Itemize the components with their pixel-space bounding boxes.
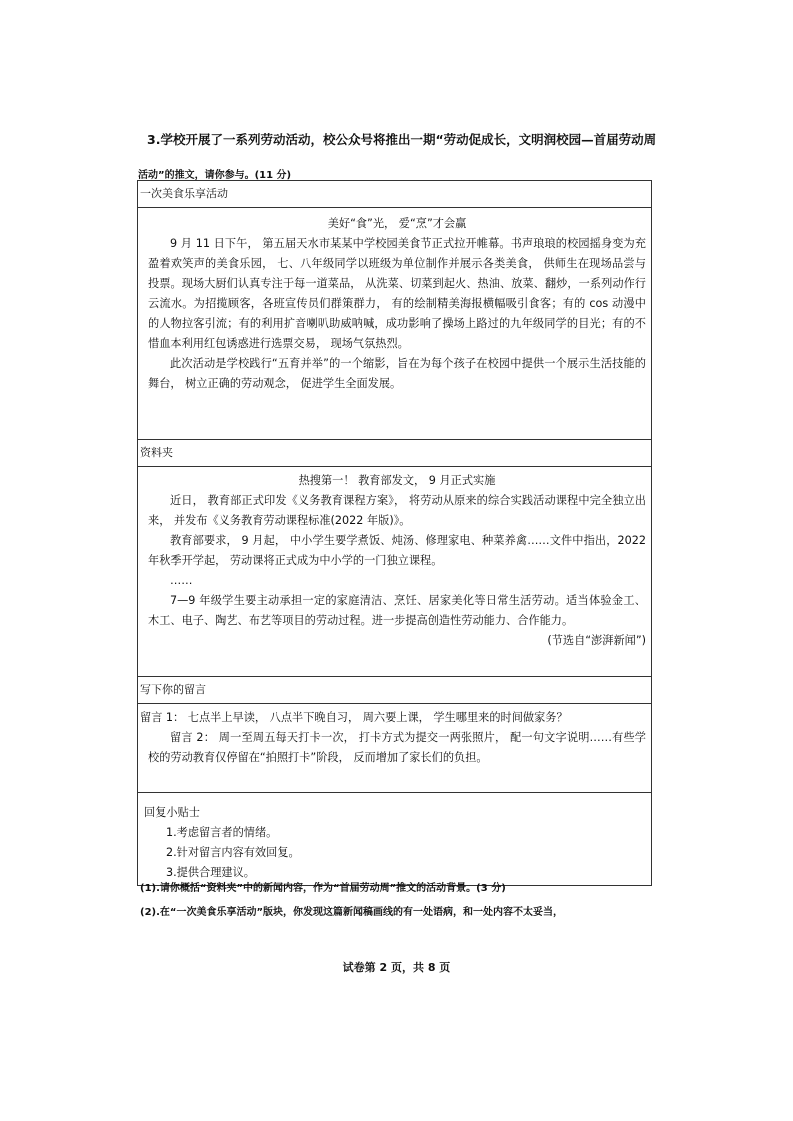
materials-source: (节选自“澎湃新闻”) bbox=[547, 634, 646, 647]
reply-tips bbox=[138, 793, 652, 886]
food-heading: 美好“食”光， 爱“烹”才会赢 bbox=[327, 217, 467, 230]
section-header-food: 一次美食乐享活动 bbox=[138, 181, 652, 208]
question-subtitle: 活动”的推文，请你参与。(11 分) bbox=[138, 170, 292, 181]
section-body-food bbox=[138, 208, 652, 440]
page-footer: 试卷第 2 页，共 8 页 bbox=[342, 961, 451, 974]
tip-item-1: 1.考虑留言者的情绪。 bbox=[166, 826, 278, 839]
tips-title: 回复小贴士 bbox=[144, 806, 200, 819]
subquestion-1: (1).请你概括“资料夹”中的新闻内容，作为“首届劳动周”推文的活动背景。(3 分) bbox=[140, 883, 506, 894]
section-body-messages bbox=[138, 704, 652, 793]
message-1: 留言 1： 七点半上早读， 八点半下晚自习， 周六要上课， 学生哪里来的时间做家务？ bbox=[140, 711, 568, 724]
section-header-materials: 资料夹 bbox=[138, 440, 652, 467]
subquestion-2: (2).在“一次美食乐享活动”版块，你发现这篇新闻稿画线的有一处语病，和一处内容不太妥当， bbox=[140, 907, 564, 918]
section-header-messages: 写下你的留言 bbox=[138, 677, 652, 704]
tip-item-2: 2.针对留言内容有效回复。 bbox=[166, 846, 300, 859]
message-2: 留言 2： 周一至周五每天打卡一次， 打卡方式为提交一两张照片， 配一句文字说明……有些学校的劳动教育仅停留在“拍照打卡”阶段， 反而增加了家长们的负担。 bbox=[148, 731, 646, 764]
food-paragraph-2: 此次活动是学校践行“五育并举”的一个缩影，旨在为每个孩子在校园中提供一个展示生活技能的舞台， 树立正确的劳动观念， 促进学生全面发展。 bbox=[148, 357, 646, 390]
materials-paragraph-3: 7—9 年级学生要主动承担一定的家庭清洁、烹饪、居家美化等日常生活劳动。适当体验金工、木工、电子、陶艺、布艺等项目的劳动过程。进一步提高创造性劳动能力、合作能力。 bbox=[148, 594, 646, 627]
materials-ellipsis: …… bbox=[170, 574, 193, 587]
tip-item-3: 3.提供合理建议。 bbox=[166, 866, 255, 879]
section-body-materials bbox=[138, 467, 652, 677]
materials-paragraph-1: 近日， 教育部正式印发《义务教育课程方案》， 将劳动从原来的综合实践活动课程中完全独立出来， 并发布《义务教育劳动课程标准(2022 年版)》。 bbox=[148, 494, 646, 527]
question-title: 3.学校开展了一系列劳动活动，校公众号将推出一期“劳动促成长，文明润校园—首届劳动周 bbox=[147, 132, 657, 147]
food-paragraph-1: 9 月 11 日下午， 第五届天水市某某中学校园美食节正式拉开帷幕。书声琅琅的校园摇身变为充盈着欢笑声的美食乐园， 七、八年级同学以班级为单位制作并展示各类美食， 供师生在现场品尝与投票。现场大厨们认真专注于每一道菜品， 从洗菜、切菜到起火、热油、放菜、翻炒，一系列动作行云流水。为招揽顾客，各班宣传员们群策群力， 有的绘制精美海报横幅吸引食客；有的 cos 动漫中的人物拉客引流；有的利用扩音喇叭助威呐喊，成功影响了操场上路过的九年级同学的目光；有的不惜血本利用红包诱惑进行选票交易， 现场气氛热烈。 bbox=[148, 237, 646, 350]
materials-heading: 热搜第一！ 教育部发文， 9 月正式实施 bbox=[298, 474, 496, 487]
content-table bbox=[137, 180, 652, 886]
materials-paragraph-2: 教育部要求， 9 月起， 中小学生要学煮饭、炖汤、修理家电、种菜养禽……文件中指出，2022 年秋季开学起， 劳动课将正式成为中小学的一门独立课程。 bbox=[148, 534, 646, 567]
